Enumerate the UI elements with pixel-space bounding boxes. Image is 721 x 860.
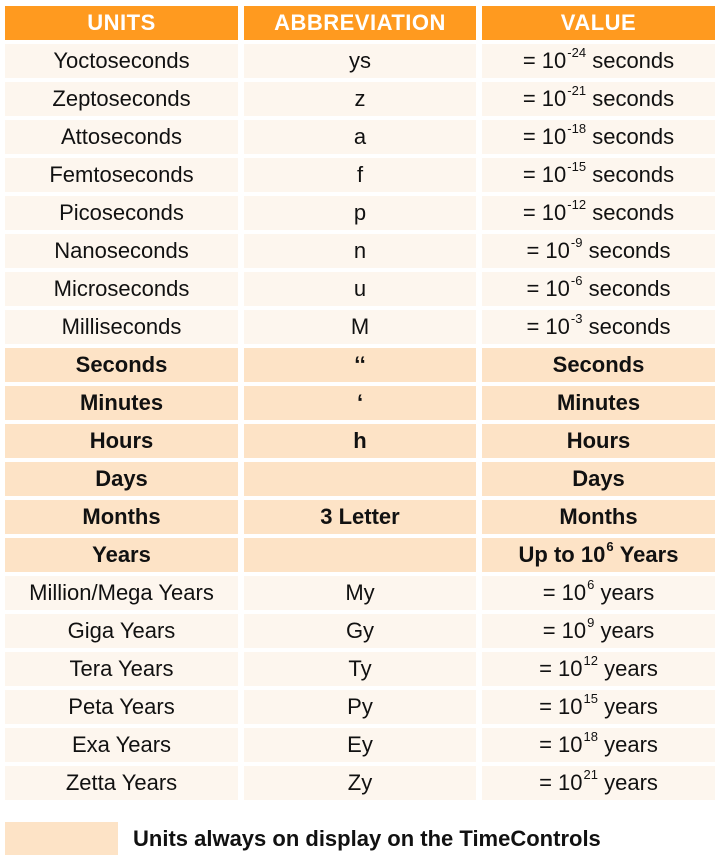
abbreviation-cell: h bbox=[244, 424, 476, 458]
value-cell bbox=[482, 538, 715, 572]
abbreviation-cell: ‘‘ bbox=[244, 348, 476, 382]
value-exponent: -6 bbox=[570, 272, 583, 288]
value-suffix: seconds bbox=[592, 162, 675, 187]
table-row bbox=[0, 728, 721, 762]
unit-cell: Million/Mega Years bbox=[5, 576, 238, 610]
value-cell bbox=[482, 766, 715, 800]
value-prefix: Seconds bbox=[552, 352, 645, 377]
table-row bbox=[0, 348, 721, 382]
value-suffix: years bbox=[600, 618, 655, 643]
value-cell bbox=[482, 500, 715, 534]
abbreviation-cell: 3 Letter bbox=[244, 500, 476, 534]
table-row bbox=[0, 652, 721, 686]
legend-swatch bbox=[5, 822, 118, 855]
value-exponent: -18 bbox=[567, 120, 587, 136]
value-cell bbox=[482, 120, 715, 154]
value-prefix: = 10 bbox=[522, 162, 567, 187]
value-suffix: Years bbox=[619, 542, 679, 567]
value-exponent: 9 bbox=[587, 614, 595, 630]
unit-cell: Zetta Years bbox=[5, 766, 238, 800]
table-row bbox=[0, 272, 721, 306]
value-prefix: Months bbox=[559, 504, 638, 529]
unit-cell: Seconds bbox=[5, 348, 238, 382]
value-prefix: Days bbox=[572, 466, 625, 491]
value-exponent: 6 bbox=[606, 538, 614, 554]
table-row bbox=[0, 690, 721, 724]
header-units: UNITS bbox=[5, 6, 238, 40]
unit-cell: Picoseconds bbox=[5, 196, 238, 230]
value-prefix: = 10 bbox=[526, 238, 570, 263]
value-exponent: 6 bbox=[587, 576, 595, 592]
table-row bbox=[0, 158, 721, 192]
value-cell bbox=[482, 462, 715, 496]
value-prefix: = 10 bbox=[542, 580, 587, 605]
abbreviation-cell: u bbox=[244, 272, 476, 306]
value-cell bbox=[482, 652, 715, 686]
value-exponent: -15 bbox=[567, 158, 587, 174]
unit-cell: Hours bbox=[5, 424, 238, 458]
abbreviation-cell: Py bbox=[244, 690, 476, 724]
value-cell bbox=[482, 576, 715, 610]
value-exponent: 15 bbox=[583, 690, 598, 706]
value-suffix: years bbox=[604, 770, 658, 795]
value-cell bbox=[482, 44, 715, 78]
value-cell bbox=[482, 614, 715, 648]
table-row bbox=[0, 196, 721, 230]
value-exponent: 12 bbox=[583, 652, 598, 668]
value-exponent: -12 bbox=[567, 196, 587, 212]
unit-cell: Microseconds bbox=[5, 272, 238, 306]
value-exponent: -9 bbox=[570, 234, 583, 250]
unit-cell: Peta Years bbox=[5, 690, 238, 724]
value-suffix: years bbox=[604, 656, 658, 681]
unit-cell: Minutes bbox=[5, 386, 238, 420]
value-prefix: = 10 bbox=[539, 694, 583, 719]
table-header-row bbox=[0, 6, 721, 40]
table-row bbox=[0, 500, 721, 534]
abbreviation-cell: f bbox=[244, 158, 476, 192]
abbreviation-cell: Ey bbox=[244, 728, 476, 762]
table-row bbox=[0, 386, 721, 420]
value-cell bbox=[482, 348, 715, 382]
legend-text: Units always on display on the TimeControls bbox=[133, 825, 601, 851]
value-suffix: years bbox=[600, 580, 655, 605]
header-abbreviation: ABBREVIATION bbox=[244, 6, 476, 40]
unit-cell: Zeptoseconds bbox=[5, 82, 238, 116]
abbreviation-cell: Zy bbox=[244, 766, 476, 800]
table-row bbox=[0, 44, 721, 78]
abbreviation-cell: ys bbox=[244, 44, 476, 78]
value-suffix: seconds bbox=[592, 124, 675, 149]
abbreviation-cell: z bbox=[244, 82, 476, 116]
abbreviation-cell: a bbox=[244, 120, 476, 154]
abbreviation-cell: n bbox=[244, 234, 476, 268]
value-cell bbox=[482, 424, 715, 458]
unit-cell: Years bbox=[5, 538, 238, 572]
table-row bbox=[0, 424, 721, 458]
value-prefix: = 10 bbox=[539, 656, 583, 681]
table-row bbox=[0, 120, 721, 154]
value-prefix: = 10 bbox=[522, 48, 567, 73]
value-prefix: = 10 bbox=[539, 770, 583, 795]
table-row bbox=[0, 310, 721, 344]
value-suffix: seconds bbox=[592, 48, 675, 73]
header-value: VALUE bbox=[482, 6, 715, 40]
unit-cell: Milliseconds bbox=[5, 310, 238, 344]
value-prefix: Minutes bbox=[556, 390, 641, 415]
value-cell bbox=[482, 386, 715, 420]
value-prefix: = 10 bbox=[542, 618, 587, 643]
value-prefix: = 10 bbox=[522, 124, 567, 149]
table-row bbox=[0, 576, 721, 610]
value-suffix: seconds bbox=[592, 86, 675, 111]
value-prefix: = 10 bbox=[526, 276, 570, 301]
abbreviation-cell: Ty bbox=[244, 652, 476, 686]
value-exponent: 18 bbox=[583, 728, 598, 744]
unit-cell: Months bbox=[5, 500, 238, 534]
value-cell bbox=[482, 690, 715, 724]
unit-cell: Nanoseconds bbox=[5, 234, 238, 268]
value-exponent: -24 bbox=[567, 44, 587, 60]
value-prefix: = 10 bbox=[526, 314, 570, 339]
unit-cell: Days bbox=[5, 462, 238, 496]
value-cell bbox=[482, 82, 715, 116]
unit-cell: Yoctoseconds bbox=[5, 44, 238, 78]
table-row bbox=[0, 766, 721, 800]
value-suffix: seconds bbox=[588, 314, 671, 339]
value-suffix: seconds bbox=[592, 200, 675, 225]
abbreviation-cell: M bbox=[244, 310, 476, 344]
value-exponent: -21 bbox=[567, 82, 587, 98]
value-cell bbox=[482, 234, 715, 268]
value-cell bbox=[482, 272, 715, 306]
value-suffix: years bbox=[604, 732, 658, 757]
unit-cell: Femtoseconds bbox=[5, 158, 238, 192]
value-cell bbox=[482, 310, 715, 344]
abbreviation-cell: ‘ bbox=[244, 386, 476, 420]
value-prefix: = 10 bbox=[539, 732, 583, 757]
table-row bbox=[0, 82, 721, 116]
value-cell bbox=[482, 158, 715, 192]
unit-cell: Tera Years bbox=[5, 652, 238, 686]
table-row bbox=[0, 538, 721, 572]
value-suffix: seconds bbox=[588, 238, 671, 263]
table-row bbox=[0, 234, 721, 268]
value-prefix: Hours bbox=[566, 428, 631, 453]
value-prefix: = 10 bbox=[522, 86, 567, 111]
table-row bbox=[0, 614, 721, 648]
abbreviation-cell bbox=[244, 538, 476, 572]
abbreviation-cell: My bbox=[244, 576, 476, 610]
abbreviation-cell bbox=[244, 462, 476, 496]
table-row bbox=[0, 462, 721, 496]
value-cell bbox=[482, 196, 715, 230]
value-suffix: years bbox=[604, 694, 658, 719]
abbreviation-cell: Gy bbox=[244, 614, 476, 648]
unit-cell: Attoseconds bbox=[5, 120, 238, 154]
value-exponent: -3 bbox=[570, 310, 583, 326]
unit-cell: Giga Years bbox=[5, 614, 238, 648]
abbreviation-cell: p bbox=[244, 196, 476, 230]
value-cell bbox=[482, 728, 715, 762]
unit-cell: Exa Years bbox=[5, 728, 238, 762]
value-prefix: = 10 bbox=[522, 200, 567, 225]
value-prefix: Up to 10 bbox=[518, 542, 606, 567]
value-suffix: seconds bbox=[588, 276, 671, 301]
value-exponent: 21 bbox=[583, 766, 598, 782]
